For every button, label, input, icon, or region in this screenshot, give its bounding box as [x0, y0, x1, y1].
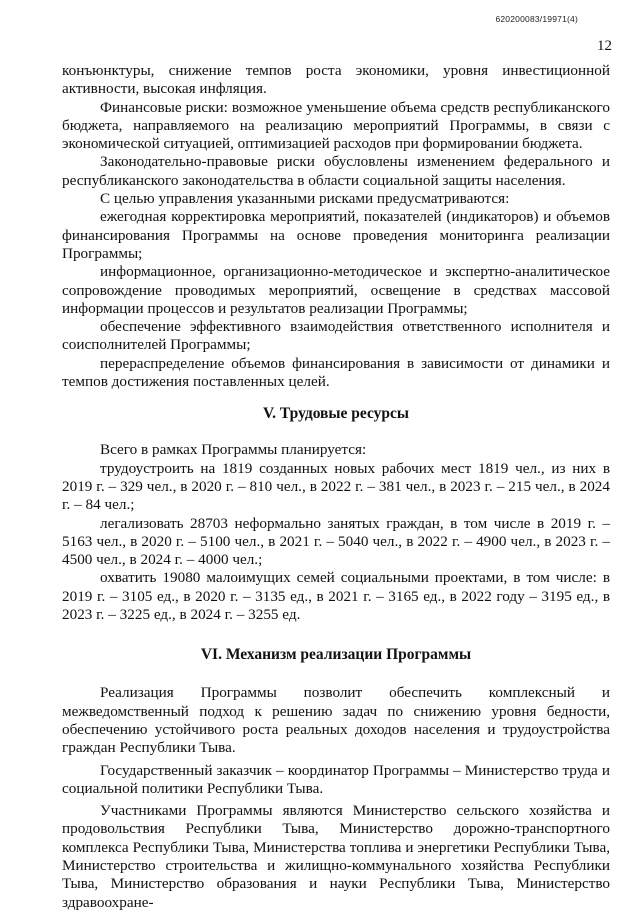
paragraph-participants: Участниками Программы являются Министерство сельского хозяйства и продовольствия Республики Тыва, Министерство дорожно-транспортного комплекса Республики Тыва, Министерства топлива и энергетики Республики Тыва, Министерство строительства и жилищно-коммунального хозяйства Республики Тыва, Министерство образования и науки Республики Тыва, Министерство здравоохране-	[62, 802, 610, 911]
section-heading-implementation-mechanism: VI. Механизм реализации Программы	[200, 646, 472, 664]
page-number: 12	[597, 38, 612, 54]
paragraph-planned-intro: Всего в рамках Программы планируется:	[100, 441, 367, 459]
paragraph-financial-risks: Финансовые риски: возможное уменьшение объема средств республиканского бюджета, направляемого на реализацию мероприятий Программы, в связи с экономической ситуацией, оптимизацией расходов при формировании бюджета.	[62, 98, 610, 153]
section-heading-labor-resources: V. Трудовые ресурсы	[262, 405, 410, 423]
paragraph-state-customer: Государственный заказчик – координатор Программы – Министерство труда и социальной политики Республики Тыва.	[62, 761, 610, 797]
document-code: 620200083/19971(4)	[495, 14, 578, 24]
paragraph-risks-continued: конъюнктуры, снижение темпов роста экономики, уровня инвестиционной активности, высокая инфляция.	[62, 62, 610, 98]
paragraph-annual-correction: ежегодная корректировка мероприятий, показателей (индикаторов) и объемов финансирования Программы на основе проведения мониторинга реализации Программы;	[62, 208, 610, 262]
paragraph-legalization: легализовать 28703 неформально занятых граждан, в том числе в 2019 г. – 5163 чел., в 2020 г. – 5100 чел., в 2021 г. – 5040 чел., в 2022 г. – 4900 чел., в 2023 г. – 4500 чел., в 2024 г. – 4000 чел.;	[62, 514, 610, 569]
paragraph-legal-risks: Законодательно-правовые риски обусловлены изменением федерального и республиканского законодательства в области социальной защиты населения.	[62, 153, 610, 189]
paragraph-interaction: обеспечение эффективного взаимодействия ответственного исполнителя и соисполнителей Программы;	[62, 318, 610, 354]
paragraph-program-implementation: Реализация Программы позволит обеспечить комплексный и межведомственный подход к решению задач по снижению уровня бедности, обеспечению устойчивого роста реальных доходов населения и трудоустройства граждан Республики Тыва.	[62, 684, 610, 757]
document-body	[62, 62, 610, 912]
paragraph-information-support: информационное, организационно-методическое и экспертно-аналитическое сопровождение проводимых мероприятий, освещение в средствах массовой информации процессов и результатов реализации Программы;	[62, 263, 610, 317]
paragraph-risk-management-intro: С целью управления указанными рисками предусматриваются:	[100, 190, 510, 208]
paragraph-social-projects: охватить 19080 малоимущих семей социальными проектами, в том числе: в 2019 г. – 3105 ед., в 2020 г. – 3135 ед., в 2021 г. – 3165 ед., в 2022 году – 3195 ед., в 2023 г. – 3225 ед., в 2024 г. – 3255 ед.	[62, 569, 610, 624]
paragraph-redistribution: перераспределение объемов финансирования в зависимости от динамики и темпов достижения поставленных целей.	[62, 354, 610, 391]
paragraph-employment: трудоустроить на 1819 созданных новых рабочих мест 1819 чел., из них в 2019 г. – 329 чел., в 2020 г. – 810 чел., в 2022 г. – 381 чел., в 2023 г. – 215 чел., в 2024 г. – 84 чел.;	[62, 459, 610, 514]
